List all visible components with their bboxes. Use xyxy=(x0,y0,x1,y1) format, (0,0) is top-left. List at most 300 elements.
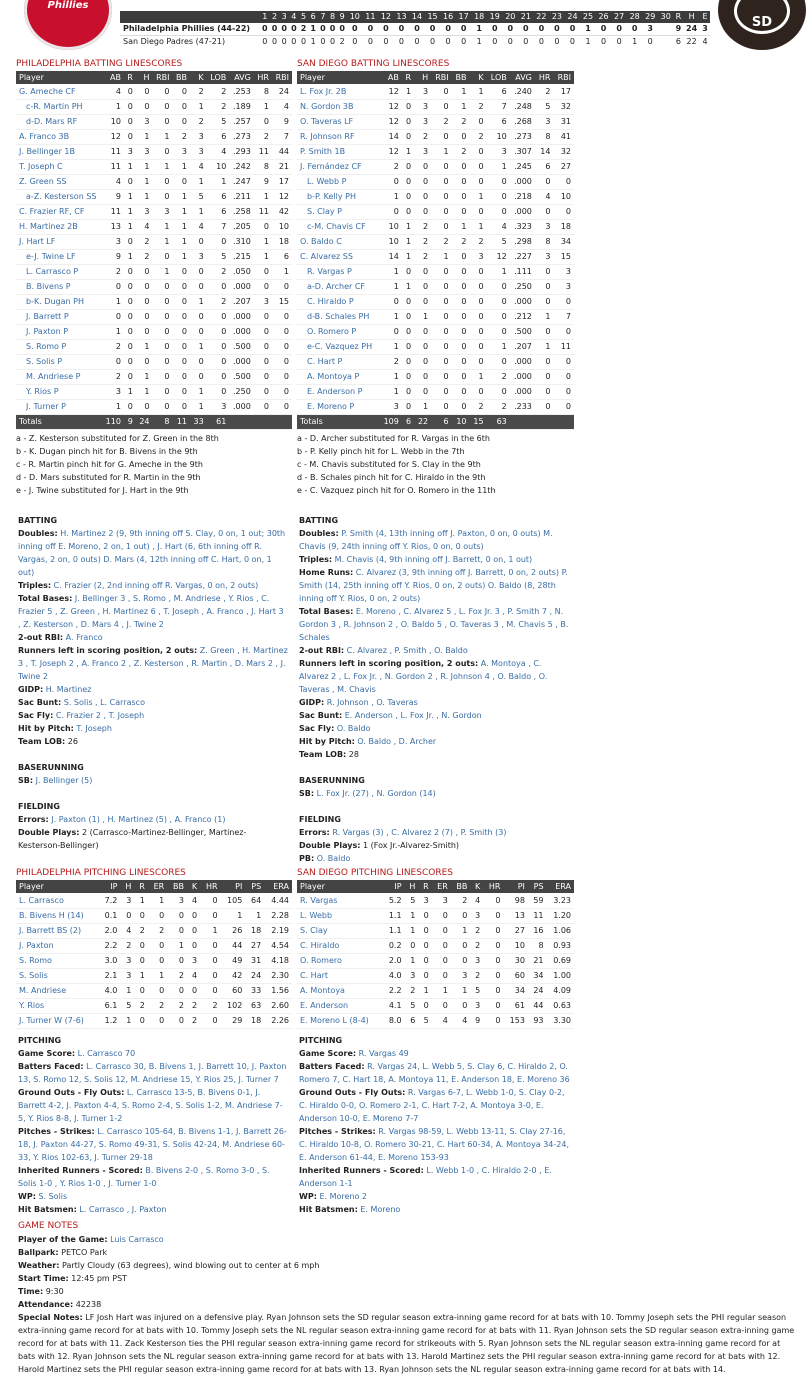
field-value: Luis Carrasco xyxy=(110,1235,164,1244)
player-link[interactable]: O. Baldo C xyxy=(297,234,379,249)
stat-cell: 0 xyxy=(190,369,207,384)
inning-header: 18 xyxy=(471,11,487,23)
stat-cell: 3 xyxy=(102,384,124,399)
column-header: R xyxy=(402,71,414,84)
stat-cell: 1 xyxy=(451,923,471,938)
column-header: RBI xyxy=(153,71,173,84)
stat-cell: 0 xyxy=(173,324,191,339)
player-link[interactable]: a-Z. Kesterson SS xyxy=(16,189,102,204)
player-link[interactable]: Y. Rios P xyxy=(16,384,102,399)
stat-cell: 0 xyxy=(414,204,431,219)
stat-cell: 4.0 xyxy=(383,968,405,983)
stat-cell: 6 xyxy=(272,249,292,264)
stat-cell: 0 xyxy=(470,279,487,294)
stat-cell: .111 xyxy=(510,264,535,279)
stat-cell: 26 xyxy=(221,923,246,938)
game-notes-title: GAME NOTES xyxy=(18,1221,79,1231)
player-link[interactable]: A. Montoya xyxy=(297,983,383,998)
player-link[interactable]: J. Barrett P xyxy=(16,309,102,324)
stat-cell: 0 xyxy=(272,399,292,414)
inning-score: 0 xyxy=(337,23,347,36)
stat-cell: 2 xyxy=(487,369,510,384)
stat-cell: 1.1 xyxy=(383,923,405,938)
stat-cell: 0 xyxy=(134,938,147,953)
table-row xyxy=(297,923,574,938)
stat-cell: 11 xyxy=(102,159,124,174)
inning-header: 28 xyxy=(627,11,643,23)
stat-cell: 4 xyxy=(487,219,510,234)
table-row xyxy=(297,174,574,189)
stat-cell: 0 xyxy=(134,908,147,923)
field-value: A. Franco xyxy=(65,633,103,642)
table-row xyxy=(297,399,574,414)
stat-cell: 10 xyxy=(272,219,292,234)
player-link[interactable]: L. Fox Jr. 2B xyxy=(297,84,379,99)
field-value: C. Alvarez (3, 9th inning off J. Barrett, 0 on, 2 outs) P. Smith (14, 25th inning off Y. Rios, 0 on, 2 outs) O. Baldo (8, 28th inning off Y. Rios, 0 on, 2 outs) xyxy=(299,568,568,603)
table-row xyxy=(297,129,574,144)
inning-score: 0 xyxy=(289,23,299,36)
gidp-line xyxy=(299,696,571,709)
player-link[interactable]: H. Martinez 2B xyxy=(16,219,102,234)
column-header: AB xyxy=(102,71,124,84)
stat-cell: 1 xyxy=(379,309,401,324)
stat-cell: 0 xyxy=(187,923,200,938)
field-label: SB: xyxy=(18,776,34,785)
player-link[interactable]: J. Paxton xyxy=(16,938,99,953)
player-link[interactable]: J. Bellinger 1B xyxy=(16,144,102,159)
column-header: PS xyxy=(528,880,547,893)
field-value: J. Bellinger 3 , S. Romo , M. Andriese , Y. Rios , C. Frazier 5 , Z. Green , H. Martinez 6 , T. Joseph , A. Franco , J. Hart 3 , Z. Kesterson , D. Mars 4 , J. Twine 2 xyxy=(18,594,284,629)
stat-cell: 0 xyxy=(136,309,153,324)
column-header: K xyxy=(470,880,483,893)
stat-cell: 4 xyxy=(272,99,292,114)
triples-line xyxy=(18,579,288,592)
stat-cell: 1 xyxy=(167,938,187,953)
stat-cell: 0 xyxy=(452,324,470,339)
stat-cell: 0 xyxy=(124,339,136,354)
stat-cell: 0 xyxy=(153,324,173,339)
stat-cell: 1.1 xyxy=(383,908,405,923)
stat-cell: 3 xyxy=(120,953,134,968)
player-link[interactable]: N. Gordon 3B xyxy=(297,99,379,114)
stat-cell: 2 xyxy=(207,264,230,279)
stat-cell: 0 xyxy=(190,324,207,339)
field-label: Doubles: xyxy=(299,529,339,538)
player-link[interactable]: M. Andriese P xyxy=(16,369,102,384)
stat-cell: 0 xyxy=(254,369,272,384)
phi-pitching-section xyxy=(16,868,292,1029)
player-link[interactable]: J. Paxton P xyxy=(16,324,102,339)
stat-cell: 1 xyxy=(148,968,167,983)
stat-cell: 0 xyxy=(487,354,510,369)
inning-score: 1 xyxy=(310,37,316,46)
player-link[interactable]: a-D. Archer CF xyxy=(297,279,379,294)
stat-cell: 0 xyxy=(451,938,471,953)
stat-cell: 10 xyxy=(487,129,510,144)
stat-cell: 1 xyxy=(102,99,124,114)
table-row xyxy=(16,1013,292,1028)
field-label: Weather: xyxy=(18,1261,60,1270)
player-link[interactable]: P. Smith 1B xyxy=(297,144,379,159)
stat-cell: .268 xyxy=(510,114,535,129)
player-link[interactable]: b-K. Dugan PH xyxy=(16,294,102,309)
player-link[interactable]: e-J. Twine LF xyxy=(16,249,102,264)
player-link[interactable]: B. Bivens P xyxy=(16,279,102,294)
section-title: PHILADELPHIA BATTING LINESCORES xyxy=(16,59,183,69)
stat-cell: 4 xyxy=(432,1013,451,1028)
player-link[interactable]: C. Alvarez SS xyxy=(297,249,379,264)
inning-score: 0 xyxy=(565,23,581,36)
stat-cell: .000 xyxy=(510,384,535,399)
player-link[interactable]: Z. Green SS xyxy=(16,174,102,189)
field-label: Player of the Game: xyxy=(18,1235,108,1244)
stat-cell: 2.0 xyxy=(99,923,121,938)
stat-cell: 44 xyxy=(272,144,292,159)
inning-score: 0 xyxy=(611,23,627,36)
table-row xyxy=(16,279,292,294)
stat-cell: 0 xyxy=(124,309,136,324)
field-label: Sac Fly: xyxy=(299,724,335,733)
inning-score: 0 xyxy=(440,23,456,36)
player-link[interactable]: L. Webb xyxy=(297,908,383,923)
section-title: SAN DIEGO BATTING LINESCORES xyxy=(297,59,450,69)
go-fo-line xyxy=(299,1086,571,1125)
stat-cell: 0 xyxy=(190,264,207,279)
player-link[interactable]: L. Carrasco P xyxy=(16,264,102,279)
errors-line xyxy=(18,813,288,826)
stat-cell: 2.60 xyxy=(264,998,292,1013)
stat-cell: 0 xyxy=(553,174,574,189)
stat-cell: 0 xyxy=(470,264,487,279)
batters-faced-line xyxy=(18,1060,288,1086)
stat-cell: 0 xyxy=(120,908,134,923)
stat-cell: 11 xyxy=(254,144,272,159)
stat-cell: .227 xyxy=(510,249,535,264)
stat-cell: .240 xyxy=(510,84,535,99)
phillies-logo xyxy=(24,0,112,50)
stat-cell: 0 xyxy=(553,324,574,339)
stat-cell: 0 xyxy=(190,279,207,294)
stat-cell: 2 xyxy=(207,99,230,114)
stat-cell: 4.18 xyxy=(264,953,292,968)
stat-cell: 1.2 xyxy=(99,1013,121,1028)
pb-line xyxy=(299,852,571,865)
field-label: Errors: xyxy=(299,828,330,837)
stat-cell: 6 xyxy=(207,189,230,204)
inning-score: 1 xyxy=(476,37,482,46)
stat-cell: 0 xyxy=(207,339,230,354)
game-notes xyxy=(18,1220,796,1376)
stat-cell: 0 xyxy=(452,129,470,144)
stat-cell: 0 xyxy=(431,99,451,114)
table-row xyxy=(16,234,292,249)
stat-cell: 0 xyxy=(418,938,431,953)
stat-cell: 0 xyxy=(136,354,153,369)
stat-cell: 3 xyxy=(487,144,510,159)
player-link[interactable]: C. Hart xyxy=(297,968,383,983)
player-link[interactable]: E. Moreno P xyxy=(297,399,379,414)
inning-score: 0 xyxy=(461,37,467,46)
player-link[interactable]: C. Hiraldo P xyxy=(297,294,379,309)
stat-cell: 10 xyxy=(503,938,527,953)
substitution-note: b - P. Kelly pinch hit for L. Webb in the 7th xyxy=(297,446,465,456)
stat-cell: 1 xyxy=(102,399,124,414)
inning-header: 30 xyxy=(658,11,674,23)
player-link[interactable]: S. Clay xyxy=(297,923,383,938)
stat-cell: 0 xyxy=(452,369,470,384)
stat-cell: .253 xyxy=(229,84,254,99)
player-link[interactable]: J. Barrett BS (2) xyxy=(16,923,99,938)
player-link[interactable]: Y. Rios xyxy=(16,998,99,1013)
ballpark-line xyxy=(18,1246,796,1259)
inning-header: 9 xyxy=(337,11,347,23)
inning-score: 0 xyxy=(260,23,270,36)
stat-cell: 0 xyxy=(379,204,401,219)
stat-cell: 1 xyxy=(136,129,153,144)
player-link[interactable]: O. Romero xyxy=(297,953,383,968)
stat-cell: 24 xyxy=(528,983,547,998)
stat-cell: 3 xyxy=(153,204,173,219)
stat-cell: 2 xyxy=(405,983,419,998)
stat-cell: .273 xyxy=(510,129,535,144)
player-link[interactable]: S. Clay P xyxy=(297,204,379,219)
stat-cell: 0 xyxy=(414,174,431,189)
stat-cell: 3 xyxy=(173,144,191,159)
stat-cell: 5 xyxy=(207,114,230,129)
stat-cell: 0 xyxy=(452,189,470,204)
column-header: LOB xyxy=(207,71,230,84)
stat-cell: 0 xyxy=(173,99,191,114)
stat-cell: 2 xyxy=(200,998,220,1013)
stat-cell: 4 xyxy=(187,968,200,983)
stat-cell: .000 xyxy=(510,174,535,189)
stat-cell: 2.0 xyxy=(383,953,405,968)
field-value: L. Carrasco 13-5, B. Bivens 0-1, J. Barrett 4-2, J. Paxton 4-4, S. Romo 2-4, S. Solis 1-2, M. Andriese 7-5, Y. Rios 8-8, J. Turner 1-2 xyxy=(18,1088,283,1123)
stat-cell: 0 xyxy=(124,99,136,114)
player-link[interactable]: R. Vargas P xyxy=(297,264,379,279)
sac-fly-line xyxy=(299,722,571,735)
column-header: BB xyxy=(173,71,191,84)
stat-cell: 0 xyxy=(207,354,230,369)
player-link[interactable]: O. Romero P xyxy=(297,324,379,339)
table-row xyxy=(16,983,292,998)
player-link[interactable]: J. Turner W (7-6) xyxy=(16,1013,99,1028)
inning-score: 0 xyxy=(523,37,529,46)
inherited-runners-line xyxy=(299,1164,571,1190)
stat-cell: 1 xyxy=(124,159,136,174)
player-link[interactable]: S. Solis P xyxy=(16,354,102,369)
player-link[interactable]: S. Romo P xyxy=(16,339,102,354)
stat-cell: 1 xyxy=(431,249,451,264)
stat-cell: 1 xyxy=(190,384,207,399)
substitution-note: d - B. Schales pinch hit for C. Hiraldo in the 9th xyxy=(297,472,486,482)
player-link[interactable]: R. Vargas xyxy=(297,893,383,908)
inning-score: 1 xyxy=(632,37,638,46)
player-link[interactable]: e-C. Vazquez PH xyxy=(297,339,379,354)
player-link[interactable]: S. Romo xyxy=(16,953,99,968)
stat-cell: 0 xyxy=(254,219,272,234)
stat-cell: 14 xyxy=(535,144,554,159)
stat-cell: 3 xyxy=(136,144,153,159)
stat-cell: 110 xyxy=(102,414,124,429)
inning-score: 3 xyxy=(700,23,710,36)
player-link[interactable]: C. Hart P xyxy=(297,354,379,369)
inning-header: 3 xyxy=(279,11,289,23)
time-line xyxy=(18,1285,796,1298)
stat-cell: .000 xyxy=(510,369,535,384)
stat-cell: 0 xyxy=(470,324,487,339)
stat-cell: 34 xyxy=(553,234,574,249)
player-link[interactable]: L. Webb P xyxy=(297,174,379,189)
stat-cell: 0.69 xyxy=(547,953,574,968)
player-link[interactable]: T. Joseph C xyxy=(16,159,102,174)
stat-cell: 2 xyxy=(167,968,187,983)
stat-cell: 3 xyxy=(207,399,230,414)
stat-cell: .500 xyxy=(510,324,535,339)
inning-header: 10 xyxy=(347,11,363,23)
field-label: Inherited Runners - Scored: xyxy=(299,1166,424,1175)
player-link[interactable]: E. Moreno L (8-4) xyxy=(297,1013,383,1028)
player-link[interactable]: S. Solis xyxy=(16,968,99,983)
stat-cell: 0 xyxy=(452,264,470,279)
table-row xyxy=(16,339,292,354)
sac-bunt-line xyxy=(18,696,288,709)
stat-cell: 0 xyxy=(414,369,431,384)
player-link[interactable]: c-R. Martin PH xyxy=(16,99,102,114)
stat-cell: 0 xyxy=(173,399,191,414)
inning-score: 0 xyxy=(320,37,326,46)
field-label: Start Time: xyxy=(18,1274,69,1283)
inning-score: 22 xyxy=(686,37,697,46)
inning-header: H xyxy=(683,11,700,23)
player-link[interactable]: M. Andriese xyxy=(16,983,99,998)
stat-cell: 2 xyxy=(207,84,230,99)
table-row xyxy=(16,938,292,953)
column-header: H xyxy=(414,71,431,84)
player-link[interactable]: J. Turner P xyxy=(16,399,102,414)
column-header: Player xyxy=(16,71,102,84)
stat-cell: 0 xyxy=(431,369,451,384)
stat-cell: 0 xyxy=(167,983,187,998)
padres-logo xyxy=(718,0,806,50)
field-label: Game Score: xyxy=(18,1049,76,1058)
stat-cell: 0 xyxy=(414,189,431,204)
player-link[interactable]: G. Ameche CF xyxy=(16,84,102,99)
field-value: 26 xyxy=(67,737,78,746)
stat-cell: 0 xyxy=(418,968,431,983)
stat-cell: 31 xyxy=(245,953,264,968)
stat-cell: 0 xyxy=(190,309,207,324)
stat-cell: 12 xyxy=(102,129,124,144)
player-link[interactable]: R. Johnson RF xyxy=(297,129,379,144)
stat-cell: 11 xyxy=(254,204,272,219)
player-link[interactable]: C. Frazier RF, CF xyxy=(16,204,102,219)
stat-cell: 0 xyxy=(124,129,136,144)
stat-cell: 10 xyxy=(379,234,401,249)
hbp-line xyxy=(18,722,288,735)
inning-score: 0 xyxy=(347,23,363,36)
stat-cell: 5 xyxy=(405,893,419,908)
stat-cell: 3 xyxy=(414,144,431,159)
stat-cell: 0 xyxy=(402,114,414,129)
column-header: AVG xyxy=(510,71,535,84)
column-header: AVG xyxy=(229,71,254,84)
player-link[interactable]: C. Hiraldo xyxy=(297,938,383,953)
stat-cell: 2 xyxy=(431,114,451,129)
stat-cell: 10 xyxy=(207,159,230,174)
player-link[interactable]: O. Taveras LF xyxy=(297,114,379,129)
column-header: IP xyxy=(99,880,121,893)
stat-cell: 3 xyxy=(535,219,554,234)
stat-cell: 8 xyxy=(153,414,173,429)
player-link[interactable]: A. Montoya P xyxy=(297,369,379,384)
player-link[interactable]: c-M. Chavis CF xyxy=(297,219,379,234)
field-value: Z. Green , H. Martinez 3 , T. Joseph 2 , A. Franco 2 , Z. Kesterson , R. Martin , D. Mars 2 , J. Twine 2 xyxy=(18,646,288,681)
field-value: 28 xyxy=(348,750,359,759)
player-link[interactable]: L. Carrasco xyxy=(16,893,99,908)
stat-cell: 0 xyxy=(452,309,470,324)
player-link[interactable]: d-B. Schales PH xyxy=(297,309,379,324)
stat-cell: 0 xyxy=(431,324,451,339)
player-link[interactable]: E. Anderson xyxy=(297,998,383,1013)
inning-header: 8 xyxy=(328,11,338,23)
table-row xyxy=(297,159,574,174)
player-link[interactable]: B. Bivens H (14) xyxy=(16,908,99,923)
stat-cell: .218 xyxy=(510,189,535,204)
team-lob-line xyxy=(299,748,571,761)
stat-cell: 4 xyxy=(190,219,207,234)
stat-cell: .205 xyxy=(229,219,254,234)
stat-cell: 4.09 xyxy=(547,983,574,998)
stat-cell: 0 xyxy=(153,309,173,324)
table-row xyxy=(297,1013,574,1028)
table-row xyxy=(16,264,292,279)
stat-cell: 2 xyxy=(173,129,191,144)
player-link[interactable]: b-P. Kelly PH xyxy=(297,189,379,204)
stat-cell: 109 xyxy=(379,414,401,429)
stat-cell: 0 xyxy=(173,264,191,279)
substitution-note: b - K. Dugan pinch hit for B. Bivens in the 9th xyxy=(16,446,198,456)
stat-cell: 0 xyxy=(167,923,187,938)
stat-cell: 1 xyxy=(136,189,153,204)
player-link[interactable]: d-D. Mars RF xyxy=(16,114,102,129)
player-link[interactable]: A. Franco 3B xyxy=(16,129,102,144)
player-link[interactable]: J. Hart LF xyxy=(16,234,102,249)
stat-cell: 0 xyxy=(207,279,230,294)
player-link[interactable]: E. Anderson P xyxy=(297,384,379,399)
stat-cell: 1.00 xyxy=(547,968,574,983)
stat-cell: 10 xyxy=(379,219,401,234)
stat-cell: 1 xyxy=(487,159,510,174)
column-header: Player xyxy=(297,880,383,893)
stat-cell: 6 xyxy=(402,414,414,429)
phi-batting-section xyxy=(16,59,292,497)
stat-cell: 0 xyxy=(414,264,431,279)
stat-cell: 0 xyxy=(136,294,153,309)
stat-cell: 98 xyxy=(503,893,527,908)
stat-cell: 2 xyxy=(167,998,187,1013)
field-value: L. Carrasco 105-64, B. Bivens 1-1, J. Barrett 26-18, J. Paxton 44-27, S. Romo 49-31, S. Solis 42-24, M. Andriese 60-33, Y. Rios 102-63, J. Turner 29-18 xyxy=(18,1127,287,1162)
stat-cell: 1 xyxy=(405,923,419,938)
stat-cell: 33 xyxy=(245,983,264,998)
field-value: E. Moreno 2 xyxy=(319,1192,368,1201)
section-title: PHILADELPHIA PITCHING LINESCORES xyxy=(16,868,186,878)
stat-cell: 0 xyxy=(148,983,167,998)
inning-header: 24 xyxy=(565,11,581,23)
stat-cell: 0 xyxy=(431,219,451,234)
stat-cell: 1 xyxy=(470,369,487,384)
player-link[interactable]: J. Fernández CF xyxy=(297,159,379,174)
